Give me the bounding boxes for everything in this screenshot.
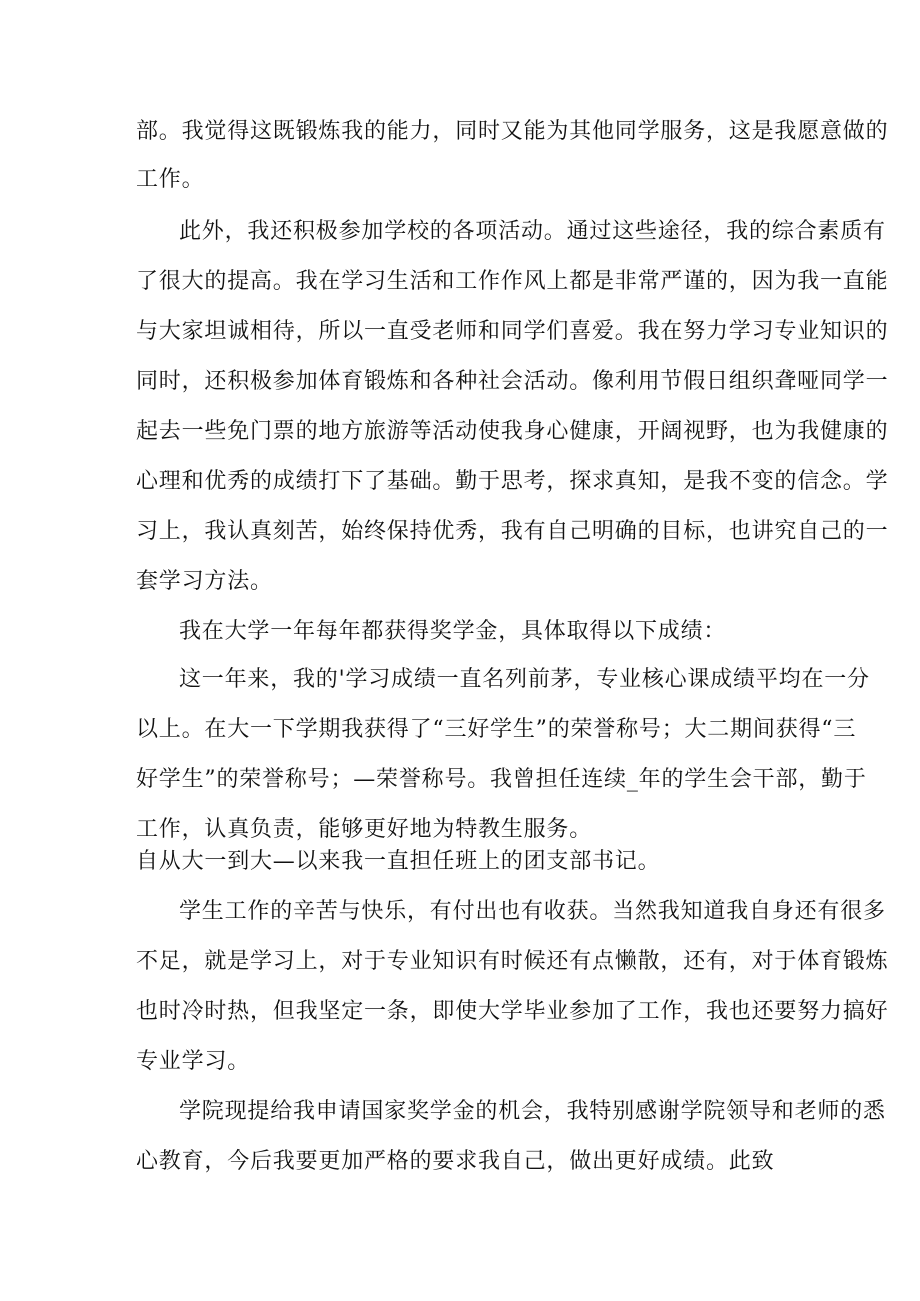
text-line: 与大家坦诚相待，所以一直受老师和同学们喜爱。我在努力学习专业知识的 <box>136 319 889 344</box>
text-line: 心理和优秀的成绩打下了基础。勤于思考，探求真知，是我不变的信念。学 <box>136 469 889 494</box>
paragraph-start-line: 学院现提给我申请国家奖学金的机会，我特别感谢学院领导和老师的悉 <box>179 1099 886 1124</box>
text-line: 好学生”的荣誉称号；—荣誉称号。我曾担任连续_年的学生会干部，勤于 <box>136 767 867 792</box>
paragraph-start-line: 我在大学一年每年都获得奖学金，具体取得以下成绩： <box>179 619 727 644</box>
text-line: 习上，我认真刻苦，始终保持优秀，我有自己明确的目标，也讲究自己的一 <box>136 519 889 544</box>
text-line: 不足，就是学习上，对于专业知识有时候还有点懒散，还有，对于体育锻炼 <box>136 949 889 974</box>
text-line: 套学习方法。 <box>136 569 273 594</box>
paragraph-start-line: 此外，我还积极参加学校的各项活动。通过这些途径，我的综合素质有 <box>179 219 886 244</box>
text-line: 了很大的提高。我在学习生活和工作作风上都是非常严谨的，因为我一直能 <box>136 269 889 294</box>
text-line: 心教育，今后我要更加严格的要求我自己，做出更好成绩。此致 <box>136 1149 775 1174</box>
text-line: 专业学习。 <box>136 1049 251 1074</box>
text-line: 起去一些免门票的地方旅游等活动使我身心健康，开阔视野，也为我健康的 <box>136 419 889 444</box>
text-line: 同时，还积极参加体育锻炼和各种社会活动。像利用节假日组织聋哑同学一 <box>136 369 889 394</box>
text-line: 工作。 <box>136 167 205 192</box>
text-line: 以上。在大一下学期我获得了“三好学生”的荣誉称号；大二期间获得“三 <box>136 717 857 742</box>
text-line: 自从大一到大—以来我一直担任班上的团支部书记。 <box>136 849 661 874</box>
text-line: 部。我觉得这既锻炼我的能力，同时又能为其他同学服务，这是我愿意做的 <box>136 119 889 144</box>
paragraph-start-line: 这一年来，我的'学习成绩一直名列前茅，专业核心课成绩平均在一分 <box>179 667 870 692</box>
text-line: 工作，认真负责，能够更好地为特教生服务。 <box>136 817 593 842</box>
text-line: 也时冷时热，但我坚定一条，即使大学毕业参加了工作，我也还要努力搞好 <box>136 999 889 1024</box>
paragraph-start-line: 学生工作的辛苦与快乐，有付出也有收获。当然我知道我自身还有很多 <box>179 899 886 924</box>
